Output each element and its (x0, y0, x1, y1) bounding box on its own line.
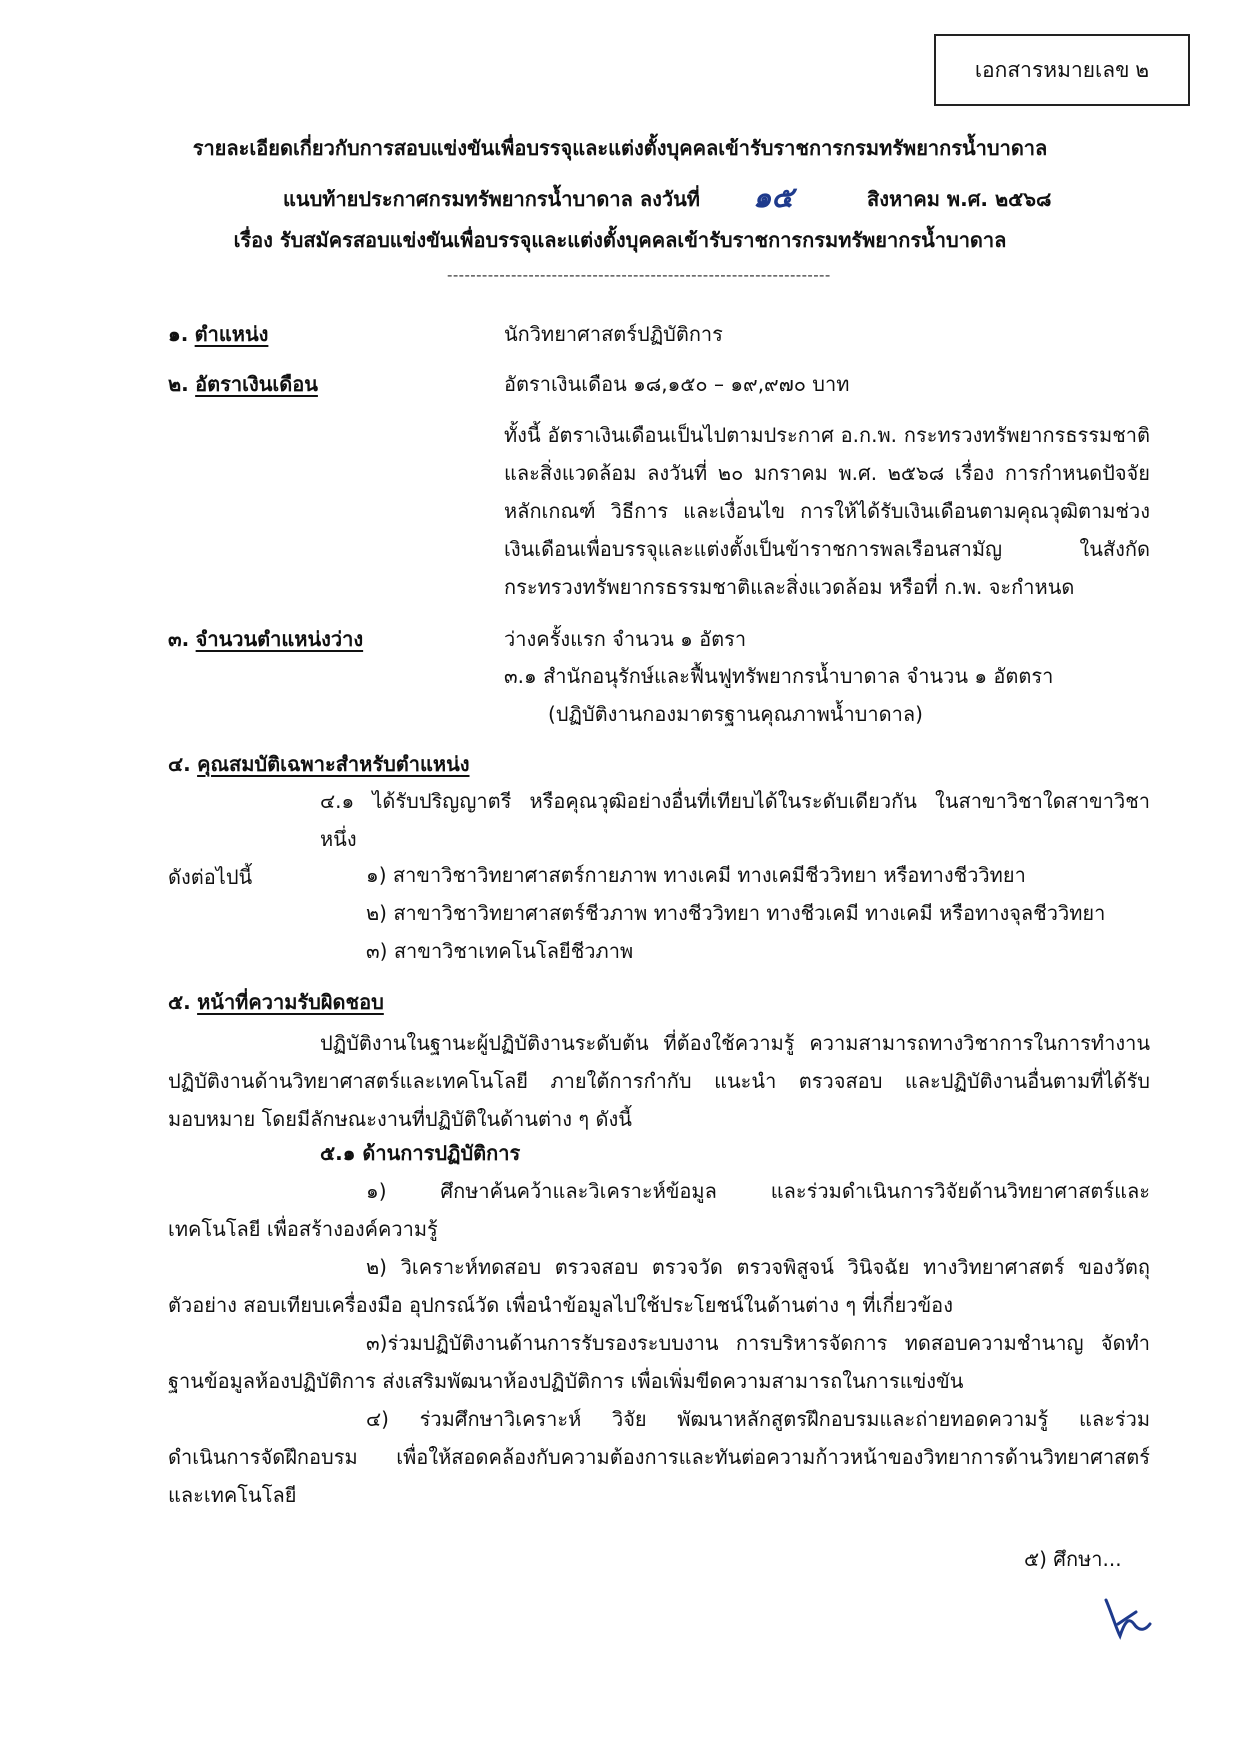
document-number-box (934, 34, 1190, 106)
section-5-1-title: ๕.๑ ด้านการปฏิบัติการ (320, 1141, 521, 1165)
section-2-number: ๒. (168, 372, 189, 396)
section-5-number: ๕. (168, 990, 191, 1014)
header-line-1: รายละเอียดเกี่ยวกับการสอบแข่งขันเพื่อบรรจุและแต่งตั้งบุคคลเข้ารับราชการกรมทรัพยากรน้ำบาดาล (192, 136, 1048, 160)
section-5-heading (168, 990, 384, 1014)
section-3-title: จำนวนตำแหน่งว่าง (195, 627, 364, 651)
section-2-title: อัตราเงินเดือน (195, 372, 318, 396)
section-5-intro (168, 1024, 1150, 1138)
document-number-label: เอกสารหมายเลข ๒ (974, 58, 1150, 82)
duty-line: เทคโนโลยี เพื่อสร้างองค์ความรู้ (168, 1217, 438, 1241)
duty-line: และเทคโนโลยี (168, 1483, 297, 1507)
section-1-heading (168, 322, 268, 346)
section-4-line: ๔.๑ ได้รับปริญญาตรี หรือคุณวุฒิอย่างอื่นที่เทียบได้ในระดับเดียวกัน ในสาขาวิชาใดสาขาวิชาหนึ่ง (320, 789, 1150, 851)
continuation-marker: ๕) ศึกษา... (1024, 1547, 1122, 1571)
duty-line: ฐานข้อมูลห้องปฏิบัติการ ส่งเสริมพัฒนาห้องปฏิบัติการ เพื่อเพิ่มขีดความสามารถในการแข่งขัน (168, 1369, 964, 1393)
section-1-value: นักวิทยาศาสตร์ปฏิบัติการ (504, 322, 723, 346)
section-3-item-sub: (ปฏิบัติงานกองมาตรฐานคุณภาพน้ำบาดาล) (548, 702, 923, 726)
section-5-intro-line: มอบหมาย โดยมีลักษณะงานที่ปฏิบัติในด้านต่าง ๆ ดังนี้ (168, 1107, 632, 1131)
section-4-number: ๔. (168, 752, 191, 776)
section-2-note-line: เงินเดือนเพื่อบรรจุและแต่งตั้งเป็นข้าราชการพลเรือนสามัญ ในสังกัด (504, 537, 1150, 561)
section-4-line: ดังต่อไปนี้ (168, 865, 253, 889)
section-4-heading (168, 752, 470, 776)
signature-initials-icon (1100, 1594, 1152, 1642)
duty-line: ตัวอย่าง สอบเทียบเครื่องมือ อุปกรณ์วัด เพื่อนำข้อมูลไปใช้ประโยชน์ในด้านต่าง ๆ ที่เกี่ยวข้อง (168, 1293, 953, 1317)
header-line-2-suffix: สิงหาคม พ.ศ. ๒๕๖๘ (867, 187, 1052, 211)
section-5-title: หน้าที่ความรับผิดชอบ (197, 990, 384, 1014)
section-4-title: คุณสมบัติเฉพาะสำหรับตำแหน่ง (197, 752, 470, 776)
header-line-3: เรื่อง รับสมัครสอบแข่งขันเพื่อบรรจุและแต่งตั้งบุคคลเข้ารับราชการกรมทรัพยากรน้ำบาดาล (233, 228, 1007, 252)
section-4-item: ๑) สาขาวิชาวิทยาศาสตร์กายภาพ ทางเคมี ทางเคมีชีววิทยา หรือทางชีววิทยา (366, 863, 1026, 887)
duty-line: ๒) วิเคราะห์ทดสอบ ตรวจสอบ ตรวจวัด ตรวจพิสูจน์ วินิจฉัย ทางวิทยาศาสตร์ ของวัตถุ (366, 1255, 1150, 1279)
section-3-heading (168, 627, 363, 651)
section-1-number: ๑. (168, 322, 189, 346)
section-3-item: ๓.๑ สำนักอนุรักษ์และฟื้นฟูทรัพยากรน้ำบาดาล จำนวน ๑ อัตตรา (504, 664, 1054, 688)
header-handwritten-day: ๑๕ (753, 180, 794, 214)
section-5-intro-line: ปฏิบัติงานในฐานะผู้ปฏิบัติงานระดับต้น ที่ต้องใช้ความรู้ ความสามารถทางวิชาการในการทำงาน (320, 1031, 1150, 1055)
section-2-note-line: และสิ่งแวดล้อม ลงวันที่ ๒๐ มกราคม พ.ศ. ๒๕๖๘ เรื่อง การกำหนดปัจจัย (504, 461, 1150, 485)
header-divider: ------------------------------------------------------------------ (447, 266, 831, 284)
duty-line: ๓)ร่วมปฏิบัติงานด้านการรับรองระบบงาน การบริหารจัดการ ทดสอบความชำนาญ จัดทำ (366, 1331, 1150, 1355)
section-5-intro-line: ปฏิบัติงานด้านวิทยาศาสตร์และเทคโนโลยี ภายใต้การกำกับ แนะนำ ตรวจสอบ และปฏิบัติงานอื่นตามที่ได้รับ (168, 1069, 1150, 1093)
section-2-value: อัตราเงินเดือน ๑๘,๑๕๐ – ๑๙,๙๗๐ บาท (504, 372, 850, 396)
section-5-1-duties (168, 1172, 1150, 1514)
section-4-item: ๒) สาขาวิชาวิทยาศาสตร์ชีวภาพ ทางชีววิทยา ทางชีวเคมี ทางเคมี หรือทางจุลชีววิทยา (366, 901, 1106, 925)
header-line-2-prefix: แนบท้ายประกาศกรมทรัพยากรน้ำบาดาล ลงวันที่ (283, 187, 700, 211)
section-3-value: ว่างครั้งแรก จำนวน ๑ อัตรา (504, 627, 747, 651)
section-1-title: ตำแหน่ง (194, 322, 269, 346)
section-2-heading (168, 372, 318, 396)
duty-line: ๑) ศึกษาค้นคว้าและวิเคราะห์ข้อมูล และร่วมดำเนินการวิจัยด้านวิทยาศาสตร์และ (366, 1179, 1150, 1203)
section-4-item: ๓) สาขาวิชาเทคโนโลยีชีวภาพ (366, 939, 634, 963)
section-2-note-line: ทั้งนี้ อัตราเงินเดือนเป็นไปตามประกาศ อ.ก.พ. กระทรวงทรัพยากรธรรมชาติ (504, 423, 1150, 447)
section-2-note-line: กระทรวงทรัพยากรธรรมชาติและสิ่งแวดล้อม หรือที่ ก.พ. จะกำหนด (504, 575, 1075, 599)
section-3-number: ๓. (168, 627, 190, 651)
duty-line: ๔) ร่วมศึกษาวิเคราะห์ วิจัย พัฒนาหลักสูตรฝึกอบรมและถ่ายทอดความรู้ และร่วม (366, 1407, 1150, 1431)
duty-line: ดำเนินการจัดฝึกอบรม เพื่อให้สอดคล้องกับความต้องการและทันต่อความก้าวหน้าของวิทยาการด้านวิทยาศาสตร์ (168, 1445, 1150, 1469)
section-2-note (504, 416, 1150, 606)
section-2-note-line: หลักเกณฑ์ วิธีการ และเงื่อนไข การให้ได้รับเงินเดือนตามคุณวุฒิตามช่วง (504, 499, 1150, 523)
